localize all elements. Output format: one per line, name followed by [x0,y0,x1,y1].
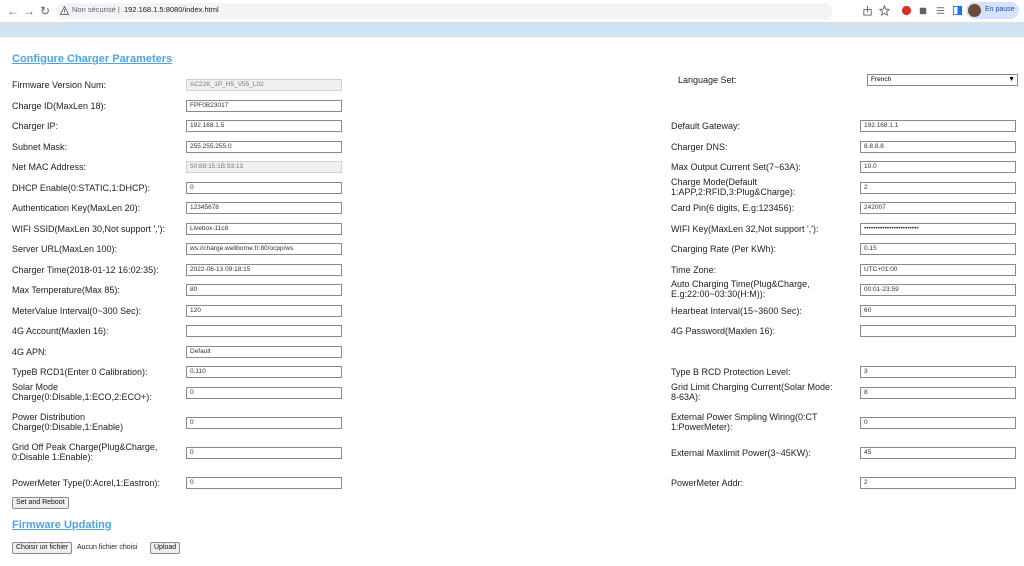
label-line: Auto Charging Time(Plug&Charge, [671,279,810,289]
right-field-label: Type B RCD Protection Level: [671,367,791,377]
label-line: Solar Mode [12,382,59,392]
left-field-label [12,442,157,462]
left-field-label: MeterValue Interval(0~300 Sec): [12,306,142,316]
language-label: Language Set: [678,75,737,85]
label-line: E.g:22:00~03:30(H:M)): [671,289,766,299]
label-line: Charge(0:Disable,1:ECO,2:ECO+): [12,392,152,402]
charger-ip-input[interactable]: 192.168.1.5 [186,120,342,132]
left-field-label: TypeB RCD1(Enter 0 Calibration): [12,367,148,377]
language-select[interactable] [867,74,1018,86]
max-temperature-max-85-input[interactable]: 80 [186,284,342,296]
right-field-label [671,279,810,299]
left-field-label: Charger IP: [12,121,59,131]
left-field-label: Subnet Mask: [12,142,68,152]
firmware-version-num-input: AC22K_1P_H5_V55_L02 [186,79,342,91]
upload-button[interactable]: Upload [150,542,180,554]
4g-apn-input[interactable]: Default [186,346,342,358]
wifi-key-maxlen-32-not-support-input[interactable]: •••••••••••••••••••••••• [860,223,1016,235]
dhcp-enable-0-static-1-dhcp-input[interactable]: 0 [186,182,342,194]
left-field-label: PowerMeter Type(0:Acrel,1:Eastron): [12,478,160,488]
charge-mode-default-1-app-2-rfid-3-plug--input[interactable]: 2 [860,182,1016,194]
right-field-label: WIFI Key(MaxLen 32,Not support ','): [671,224,819,234]
left-field-label: Authentication Key(MaxLen 20): [12,203,141,213]
sidepanel-icon[interactable] [952,5,963,16]
authentication-key-maxlen-20-input[interactable]: 12345678 [186,202,342,214]
left-field-label: Net MAC Address: [12,162,87,172]
default-gateway-input[interactable]: 192.168.1.1 [860,120,1016,132]
hearbeat-interval-15-3600-sec-input[interactable]: 60 [860,305,1016,317]
config-page [0,37,1024,566]
right-field-label: Charging Rate (Per KWh): [671,244,777,254]
right-field-label: Max Output Current Set(7~63A): [671,162,801,172]
avatar [968,4,981,17]
grid-off-peak-charge-plug-charge-0-disab-input[interactable]: 0 [186,447,342,459]
max-output-current-set-7-63a-input[interactable]: 10.0 [860,161,1016,173]
label-line: Charge Mode(Default [671,177,758,187]
right-field-label: Hearbeat Interval(15~3600 Sec): [671,306,802,316]
right-field-label: Default Gateway: [671,121,741,131]
grid-limit-charging-current-solar-mode-8-input[interactable]: 8 [860,387,1016,399]
left-field-label: Charger Time(2018-01-12 16:02:35): [12,265,159,275]
warning-icon [60,6,69,15]
label-line: Power Distribution [12,412,86,422]
label-line: Grid Limit Charging Current(Solar Mode: [671,382,833,392]
page-header-banner [0,23,1024,37]
type-b-rcd-protection-level-input[interactable]: 3 [860,366,1016,378]
reload-button[interactable]: ↻ [39,4,51,18]
label-line: 1:PowerMeter): [671,422,733,432]
time-zone-input[interactable]: UTC+01:00 [860,264,1016,276]
powermeter-type-0-acrel-1-eastron-input[interactable]: 0 [186,477,342,489]
label-line: External Power Smpling Wiring(0:CT [671,412,818,422]
no-file-label: Aucun fichier choisi [77,544,138,551]
4g-password-maxlen-16-input[interactable] [860,325,1016,337]
set-and-reboot-button[interactable]: Set and Reboot [12,497,69,509]
left-field-label: 4G Account(Maxlen 16): [12,326,109,336]
label-line: Grid Off Peak Charge(Plug&Charge, [12,442,158,452]
address-bar[interactable]: Non sécurisé | 192.168.1.5:8080/index.html [56,3,832,19]
left-field-label [12,382,152,402]
left-field-label: Server URL(MaxLen 100): [12,244,118,254]
right-field-label: 4G Password(Maxlen 16): [671,326,776,336]
right-field-label [671,412,818,432]
choose-file-button[interactable]: Choisir un fichier [12,542,72,554]
language-selected: French [871,76,892,83]
label-line: 8-63A): [671,392,701,402]
left-field-label: WIFI SSID(MaxLen 30,Not support ','): [12,224,165,234]
profile-chip[interactable] [966,2,1019,19]
external-maxlimit-power-3-45kw-input[interactable]: 45 [860,447,1016,459]
share-icon[interactable] [862,5,873,16]
right-field-label: PowerMeter Addr: [671,478,744,488]
profile-label: En pause [985,6,1015,13]
charging-rate-per-kwh-input[interactable]: 0.15 [860,243,1016,255]
label-line: Charge(0:Disable,1:Enable) [12,422,124,432]
firmware-updating-title: Firmware Updating [12,519,112,531]
forward-button[interactable]: → [23,4,35,18]
charge-id-maxlen-18-input[interactable]: FPF0B23017 [186,100,342,112]
left-field-label [12,412,123,432]
power-distribution-charge-0-disable-1-en-input[interactable]: 0 [186,417,342,429]
right-field-label: Card Pin(6 digits, E.g:123456): [671,203,795,213]
right-field-label [671,177,795,197]
left-field-label: Charge ID(MaxLen 18): [12,101,107,111]
bookmark-star-icon[interactable] [879,5,890,16]
right-field-label: Time Zone: [671,265,717,275]
external-power-smpling-wiring-0-ct-1-pow-input[interactable]: 0 [860,417,1016,429]
left-field-label: Firmware Version Num: [12,80,107,90]
back-button[interactable]: ← [7,4,19,18]
metervalue-interval-0-300-sec-input[interactable]: 120 [186,305,342,317]
server-url-maxlen-100-input[interactable]: ws://charge.wellborne.fr:80/ocpp/ws [186,243,342,255]
chevron-down-icon: ▼ [1008,76,1015,83]
net-mac-address-input: 50:88:15:1B:93:13 [186,161,342,173]
left-field-label: 4G APN: [12,347,48,357]
url-text: 192.168.1.5:8080/index.html [123,5,219,14]
auto-charging-time-plug-charge-e-g-22-00-input[interactable]: 00:01-23:59 [860,284,1016,296]
extension-badge-icon[interactable] [901,5,912,16]
right-field-label [671,382,833,402]
label-line: 1:APP,2:RFID,3:Plug&Charge): [671,187,796,197]
charger-dns-input[interactable]: 8.8.8.8 [860,141,1016,153]
extensions-icon[interactable] [918,5,929,16]
powermeter-addr-input[interactable]: 2 [860,477,1016,489]
left-field-label: DHCP Enable(0:STATIC,1:DHCP): [12,183,151,193]
left-field-label: Max Temperature(Max 85): [12,285,120,295]
menu-list-icon[interactable] [935,5,946,16]
right-field-label: Charger DNS: [671,142,728,152]
right-field-label: External Maxlimit Power(3~45KW): [671,448,811,458]
typeb-rcd1-enter-0-calibration-input[interactable]: 0.110 [186,366,342,378]
browser-toolbar [0,0,1024,23]
4g-account-maxlen-16-input[interactable] [186,325,342,337]
solar-mode-charge-0-disable-1-eco-2-eco-input[interactable]: 0 [186,387,342,399]
page-title: Configure Charger Parameters [12,53,173,65]
label-line: 0:Disable 1:Enable): [12,452,94,462]
card-pin-6-digits-e-g-123456-input[interactable]: 242007 [860,202,1016,214]
wifi-ssid-maxlen-30-not-support-input[interactable]: Livebox-11c8 [186,223,342,235]
subnet-mask-input[interactable]: 255.255.255.0 [186,141,342,153]
security-label: Non sécurisé [72,5,116,14]
charger-time-2018-01-12-16-02-35-input[interactable]: 2022-06-13 09:18:15 [186,264,342,276]
